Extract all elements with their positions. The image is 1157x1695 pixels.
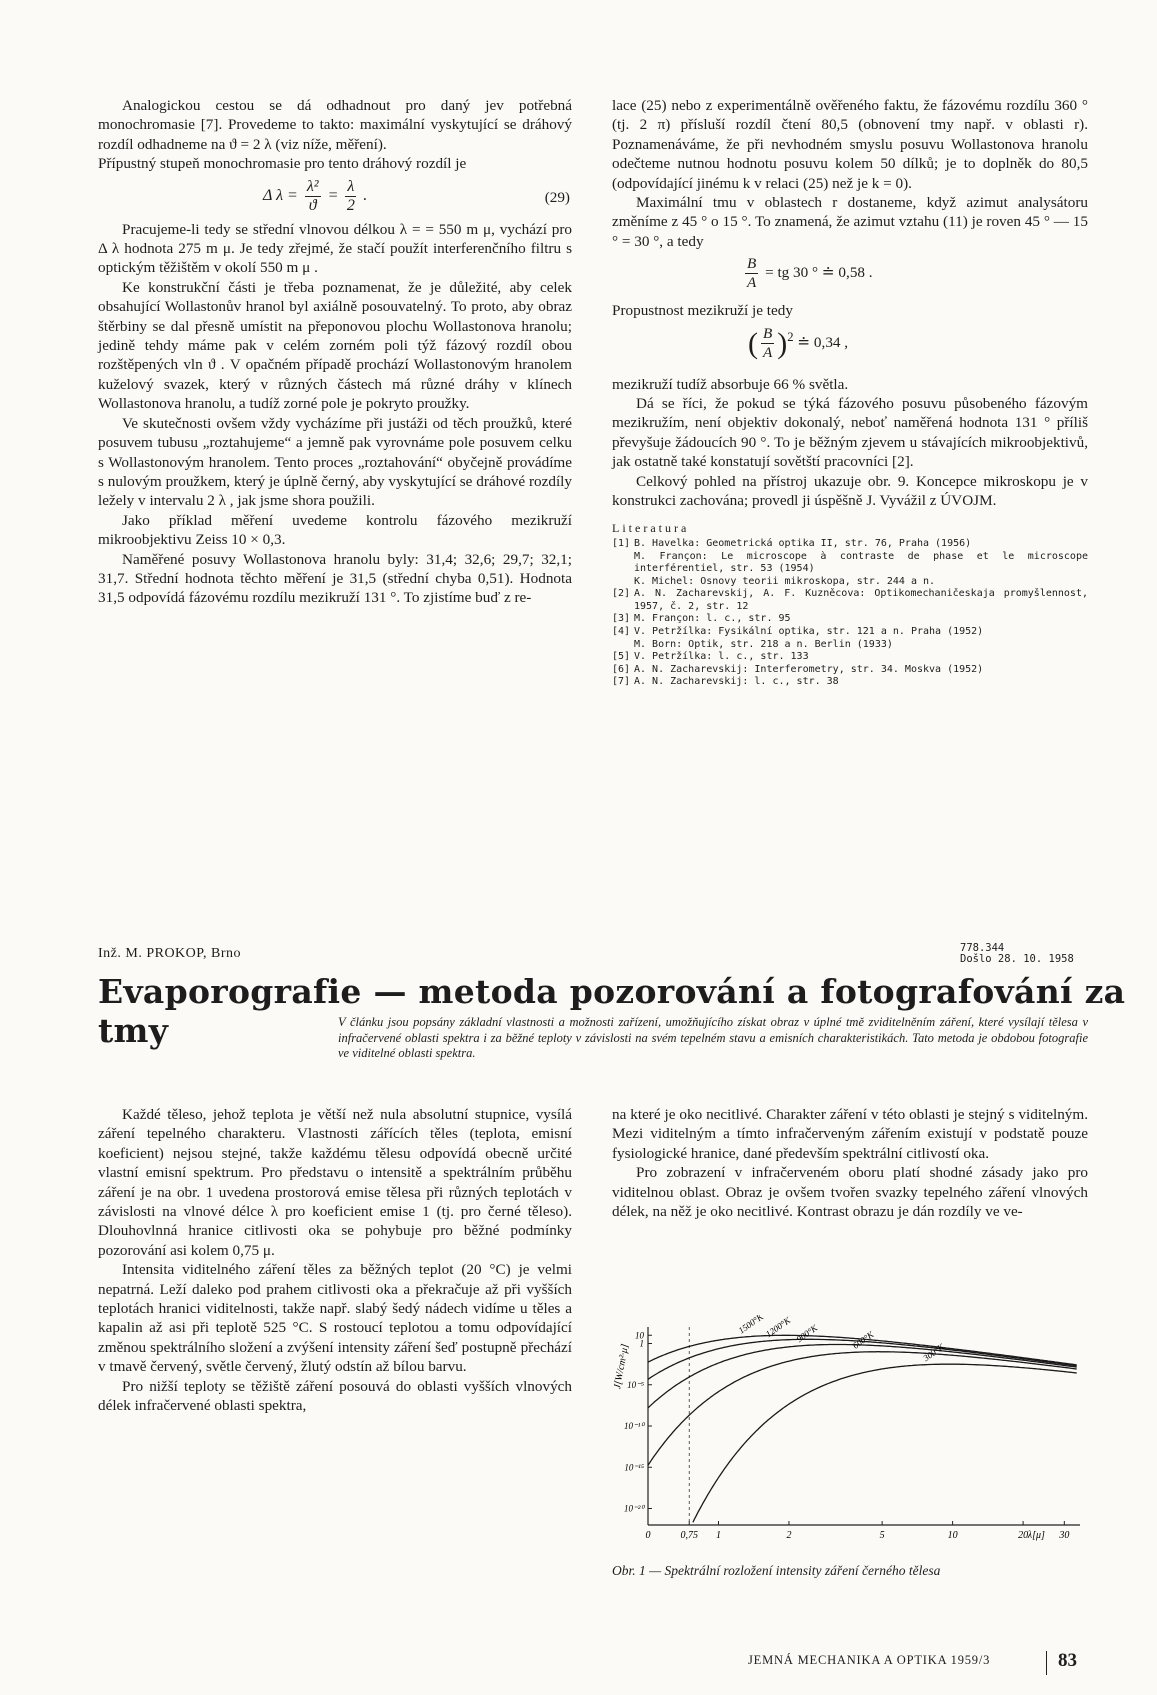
paragraph: Celkový pohled na přístroj ukazuje obr. 9. Koncepce mikroskopu je v konstrukci zachována; provedl ji úspěšně J. Vyvážil z ÚVOJM.: [612, 472, 1088, 510]
paragraph: na které je oko necitlivé. Charakter záření v této oblasti je stejný s viditelným. Mezi viditelným a tímto infračerveným zářením existují v podstatě pouze fysiologické hranice, dané především spektrální citlivostí oka.: [612, 1106, 1088, 1162]
x-tick-label: 0: [645, 1530, 651, 1541]
reference-text: A. N. Zacharevskij: l. c., str. 38: [634, 676, 839, 688]
y-tick-label: 10⁻¹⁵: [624, 1462, 644, 1473]
y-axis-label: J[W/cm²·μ]: [612, 1343, 631, 1390]
reference-number: [5]: [612, 651, 631, 663]
references-heading: Literatura: [612, 520, 690, 535]
paragraph: lace (25) nebo z experimentálně ověřeného faktu, že fázovému rozdílu 360 ° (tj. 2 π) přísluší rozdíl čtení 80,5 (obnovení tmy např. v oblasti r). Poznamenáváme, že při nevhodném smyslu posuvu Wollastonova hranolu odečteme nutnou hodnotu posuvu kolem 50 dílků; je to doplněk do 80,5 (odpovídající jinému k v relaci (25) než je k = 0).: [612, 97, 1088, 192]
paragraph: Propustnost mezikruží je tedy: [612, 302, 793, 320]
y-tick-label: 10⁻¹⁰: [623, 1421, 644, 1431]
reference-text: B. Havelka: Geometrická optika II, str. 76, Praha (1956): [634, 537, 972, 549]
reference-number: [3]: [612, 613, 631, 625]
top-left-column: [98, 96, 572, 608]
series-line-900K: [648, 1345, 1077, 1408]
x-tick-label: 10: [947, 1530, 958, 1541]
x-axis-label: λ[μ]: [1027, 1530, 1045, 1541]
reference-item: [612, 613, 1088, 626]
paragraph: mezikruží tudíž absorbuje 66 % světla.: [612, 375, 849, 393]
author: Inž. M. PROKOP, Brno: [98, 946, 242, 961]
top-right-column: [612, 96, 1088, 689]
x-tick-label: 0,75: [680, 1530, 698, 1541]
series-label: 900°K: [794, 1322, 820, 1345]
article-title: Evaporografie — metoda pozorování a fotografování za tmy: [98, 972, 1126, 1050]
equation-number: (29): [544, 188, 570, 206]
series-label: 600°K: [850, 1329, 876, 1351]
paragraph: Pro nižší teploty se těžiště záření posouvá do oblasti vyšších vlnových délek infračervené oblasti spektra,: [98, 1377, 572, 1415]
reference-text: M. Born: Optik, str. 218 a n. Berlin (1933): [634, 638, 893, 650]
reference-number: [1]: [612, 537, 631, 549]
reference-item: [612, 626, 1088, 651]
x-tick-label: 20: [1018, 1530, 1029, 1541]
paragraph: Jako příklad měření uvedeme kontrolu fázového mezikruží mikroobjektivu Zeiss 10 × 0,3.: [98, 511, 572, 549]
paragraph: Ve skutečnosti ovšem vždy vycházíme při justáži od těch proužků, které posuvem tubusu „roztahujeme“ a jemně pak vyrovnáme pole posuvem celku s Wollastonovým hranolem. Tento proces „roztahování“ obyčejně provádíme s nulovým proužkem, který je úplně černý, aby vyskytující se dráhové rozdíly ležely v intervalu 2 λ , jak jsme shora použili.: [98, 414, 572, 510]
reference-number: [6]: [612, 663, 631, 675]
figure-caption: Obr. 1 — Spektrální rozložení intensity záření černého tělesa: [612, 1563, 941, 1578]
paragraph: Dá se říci, že pokud se týká fázového posuvu působeného fázovým mezikružím, není objektiv dokonalý, neboť naměřená hodnota 131 ° příliš převyšuje žádoucích 90 °. To je běžným zjevem u stávajících mikroobjektivů, jak ostatně také konstatují sovětští pracovníci [2].: [612, 395, 1088, 471]
reference-item: [612, 664, 1088, 677]
series-label: 1500°K: [736, 1315, 765, 1336]
footer-divider: [1046, 1651, 1047, 1675]
reference-text: K. Michel: Osnovy teorii mikroskopa, str. 244 a n.: [634, 575, 936, 587]
paragraph: Naměřené posuvy Wollastonova hranolu byly: 31,4; 32,6; 29,7; 32,1; 31,7. Střední hodnota těchto měření je 31,5 (střední chyba 0,51). Hodnota 31,5 odpovídá fázovému rozdílu mezikruží 131 °. To zjistíme buď z re-: [98, 550, 572, 607]
series-label: 1200°K: [763, 1315, 793, 1340]
paragraph: Pro zobrazení v infračerveném oboru platí shodné zásady jako pro viditelnou oblast. Obraz je ovšem tvořen svazky tepelného záření vlnových délek, na něž je oko necitlivé. Kontrast obrazu je dán rozdíly ve ve-: [612, 1164, 1088, 1221]
figure-1: [610, 1315, 1090, 1560]
article-right-column: [612, 1105, 1088, 1221]
equation-square: ( $\frac{B}{A}$ )$^2$ ≐ 0,34 ,: [748, 324, 849, 361]
reference-text: V. Petržílka: l. c., str. 133: [634, 651, 809, 663]
y-tick-label: 10⁻⁵: [627, 1379, 644, 1390]
spectral-chart: [610, 1315, 1090, 1560]
reference-text: V. Petržílka: Fysikální optika, str. 121 a n. Praha (1952): [634, 626, 984, 638]
udc-code: 778.344: [960, 942, 1005, 954]
article-meta: [960, 943, 1074, 965]
x-tick-label: 30: [1059, 1530, 1070, 1541]
series-label: 300°K: [921, 1341, 947, 1364]
reference-item: [612, 651, 1088, 664]
equation-tg: $\frac{B}{A}$ = tg 30 ° ≐ 0,58 .: [747, 255, 873, 292]
paragraph: Analogickou cestou se dá odhadnout pro daný jev potřebná monochromasie [7]. Provedeme to takto: maximální vyskytující se dráhový rozdíl odhadneme na ϑ = 2 λ (viz níže, měření).: [98, 97, 572, 153]
references-list: [612, 538, 1088, 689]
reference-text: A. N. Zacharevskij, A. F. Kuzněcova: Optikomechaničeskaja promyšlennost, 1957, č. 2, str. 12: [634, 588, 1088, 612]
equation-29: Δ λ = $\frac{\text{λ²}}{ϑ}$ = $\frac{\lambda}{2}$ . (29): [263, 177, 570, 214]
article-left-column: [98, 1105, 572, 1416]
x-tick-label: 1: [715, 1530, 721, 1541]
reference-number: [4]: [612, 626, 631, 638]
y-tick-label: 1: [639, 1338, 644, 1349]
y-tick-label: 10⁻²⁰: [623, 1503, 644, 1514]
paragraph: Pracujeme-li tedy se střední vlnovou délkou λ = = 550 m μ, vychází pro Δ λ hodnota 275 m μ. Je tedy zřejmé, že stačí použít interferenčního filtru s optickým těžištěm v okolí 550 m μ .: [98, 220, 572, 277]
reference-text: A. N. Zacharevskij: Interferometry, str. 34. Moskva (1952): [634, 663, 984, 675]
paragraph: Přípustný stupeň monochromasie pro tento dráhový rozdíl je: [98, 155, 467, 173]
reference-number: [2]: [612, 588, 631, 600]
x-tick-label: 5: [879, 1530, 885, 1541]
paragraph: Maximální tmu v oblastech r dostaneme, když azimut analysátoru změníme z 45 ° o 15 °. To znamená, že azimut vztahu (11) je roven 45 ° — 15 ° = 30 °, a tedy: [612, 194, 1088, 250]
reference-item: [612, 588, 1088, 613]
paragraph: Intensita viditelného záření těles za běžných teplot (20 °C) je velmi nepatrná. Leží daleko pod prahem citlivosti oka a překračuje až při vyšších teplotách hranici viditelnosti, takže např. slabý šedý nádech vidíme u těles a kapalin až asi při teplotě 525 °C. S rostoucí teplotou a tomu odpovídající změnou spektrálního složení a zvýšení intensity záření šeď postupně přechází v tmavě červený, světle červený, žlutý odstín až bílou barvu.: [98, 1261, 572, 1376]
reference-text: M. Françon: l. c., str. 95: [634, 613, 791, 625]
reference-item: [612, 538, 1088, 588]
series-line-600K: [648, 1352, 1077, 1466]
reference-item: [612, 676, 1088, 689]
journal-name: JEMNÁ MECHANIKA A OPTIKA 1959/3: [748, 1653, 991, 1667]
x-tick-label: 2: [786, 1530, 792, 1541]
received-date: Došlo 28. 10. 1958: [960, 953, 1074, 965]
series-line-300K: [693, 1364, 1077, 1522]
page-number: 83: [1058, 1650, 1077, 1671]
abstract: V článku jsou popsány základní vlastnosti a možnosti zařízení, umožňujícího získat obraz v úplné tmě zviditelněním záření, které vysílají tělesa v infračervené oblasti spektra i za běžné teploty v závislosti na svém tepelném stavu a emisních charakteristikách. Tato metoda je obdobou fotografie ve viditelné oblasti spektra.: [338, 1015, 1088, 1060]
y-tick-label: 10: [635, 1330, 644, 1341]
paragraph: Každé těleso, jehož teplota je větší než nula absolutní stupnice, vysílá záření tepelného charakteru. Vlastnosti zářících těles (teplota, emisní koeficient) nejsou stejné, takže každému tělesu odpovídá obecně určité vlastní emisní spektrum. Pro představu o intensitě a spektrálním průběhu záření je na obr. 1 uvedena prostorová emise tělesa při různých teplotách v závislosti na vlnové délce λ pro koeficient emise 1 (tj. pro černé těleso). Dlouhovlnná hranice citlivosti oka se pohybuje pro běžné podmínky pozorování asi kolem 0,75 μ.: [98, 1106, 572, 1259]
reference-number: [7]: [612, 676, 631, 688]
reference-text: M. Françon: Le microscope à contraste de phase et le microscope interférentiel, str. 53 (1954): [634, 550, 1088, 575]
paragraph: Ke konstrukční části je třeba poznamenat, že je důležité, aby celek obsahující Wollastonův hranol byl axiálně posouvatelný. To proto, aby obraz štěrbiny se dal přesně umístit na přeponovou plochu Wollastonova hranolu; jedině tehdy máme pak v celém zorném poli týž fázový rozdíl obou rozštěpených vln ϑ . V opačném případě prochází Wollastonovým hranolem kuželový svazek, který v různých částech má různé dráhy v klínech Wollastonova hranolu, a tudíž zorné pole je pokryto proužky.: [98, 278, 572, 413]
